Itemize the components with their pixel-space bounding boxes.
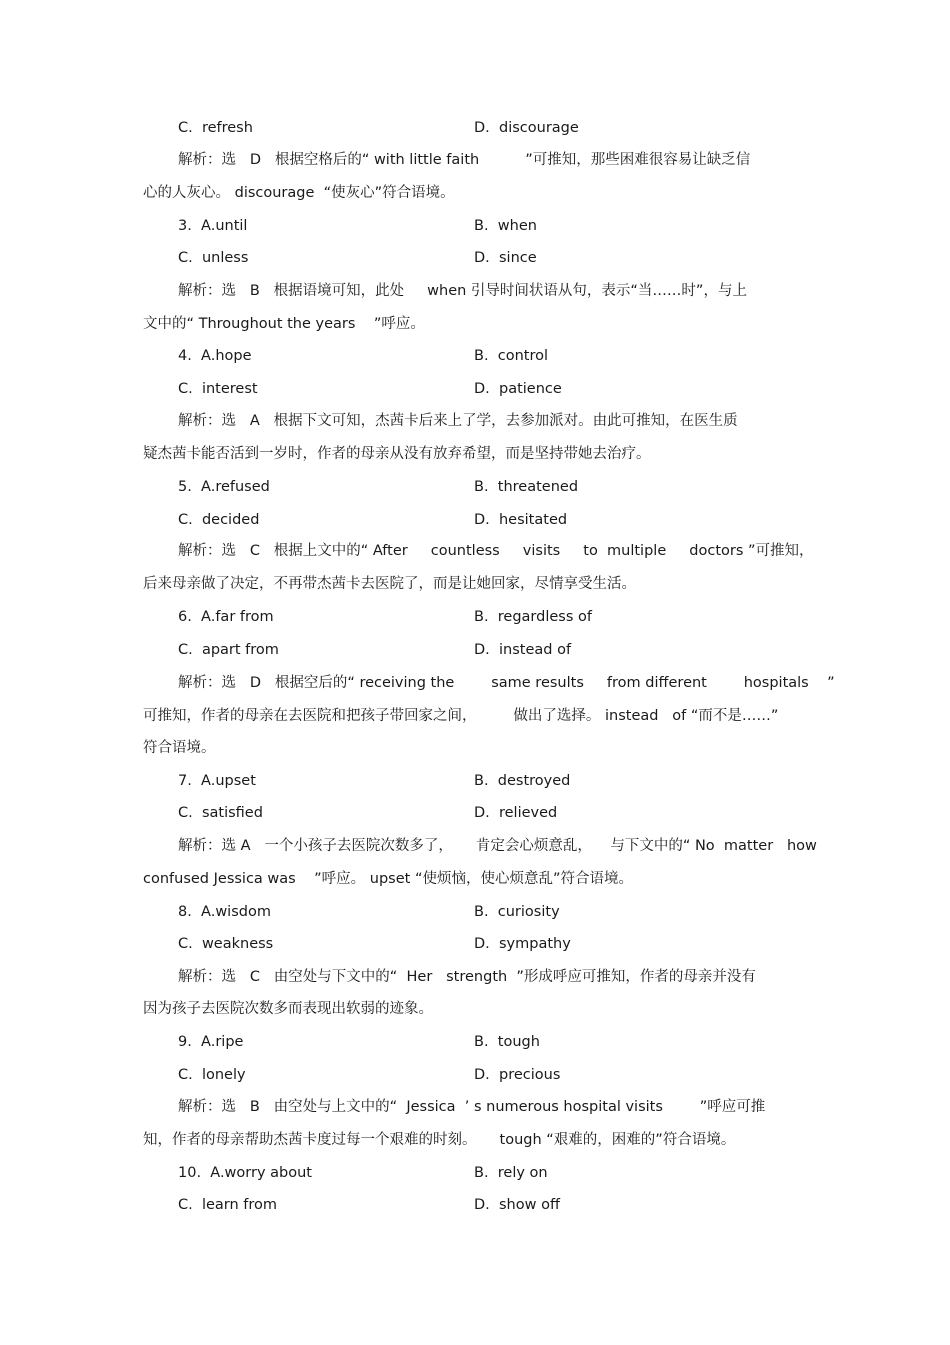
- question-7-option-c: C. satisfied: [178, 805, 263, 821]
- question-3-option-a: 3. A.until: [178, 218, 248, 234]
- explanation-continuation: 文中的“ Throughout the years ”呼应。: [143, 316, 425, 332]
- question-8-option-a: 8. A.wisdom: [178, 904, 271, 920]
- explanation-continuation: 因为孩子去医院次数多而表现出软弱的迹象。: [143, 1001, 433, 1017]
- question-3-option-d: D. since: [474, 250, 537, 266]
- explanation-line: 解析：选 C 根据上文中的“ After countless visits to multiple doctors ”可推知，: [178, 543, 814, 559]
- question-10-option-a: 10. A.worry about: [178, 1165, 312, 1181]
- question-6-option-d: D. instead of: [474, 642, 572, 658]
- question-9-option-a: 9. A.ripe: [178, 1034, 244, 1050]
- question-4-option-b: B. control: [474, 348, 549, 364]
- question-8-option-d: D. sympathy: [474, 936, 571, 952]
- question-6-option-b: B. regardless of: [474, 609, 592, 625]
- explanation-continuation: 心的人灰心。 discourage “使灰心”符合语境。: [143, 185, 455, 201]
- explanation-continuation: 符合语境。: [143, 740, 216, 756]
- question-3-option-c: C. unless: [178, 250, 249, 266]
- question-10-option-d: D. show off: [474, 1197, 560, 1213]
- question-10-option-c: C. learn from: [178, 1197, 278, 1213]
- question-3-option-b: B. when: [474, 218, 537, 234]
- question-4-option-d: D. patience: [474, 381, 562, 397]
- question-10-option-b: B. rely on: [474, 1165, 548, 1181]
- question-7-option-a: 7. A.upset: [178, 773, 256, 789]
- option-c: C. refresh: [178, 120, 253, 136]
- question-4-option-c: C. interest: [178, 381, 258, 397]
- explanation-line: 解析：选 D 根据空格后的“ with little faith ”可推知，那些困难很容易让缺乏信: [178, 152, 751, 168]
- question-8-option-c: C. weakness: [178, 936, 274, 952]
- question-7-option-b: B. destroyed: [474, 773, 571, 789]
- explanation-line: 解析：选 B 由空处与上文中的“ Jessica ’ s numerous hospital visits ”呼应可推: [178, 1099, 766, 1115]
- explanation-continuation: confused Jessica was ”呼应。 upset “使烦恼，使心烦意乱”符合语境。: [143, 871, 633, 887]
- question-9-option-c: C. lonely: [178, 1067, 246, 1083]
- question-9-option-d: D. precious: [474, 1067, 561, 1083]
- question-5-option-c: C. decided: [178, 512, 260, 528]
- explanation-line: 解析：选 D 根据空后的“ receiving the same results from different hospitals ”: [178, 675, 835, 691]
- question-6-option-a: 6. A.far from: [178, 609, 274, 625]
- question-6-option-c: C. apart from: [178, 642, 279, 658]
- explanation-continuation: 可推知，作者的母亲在去医院和把孩子带回家之间， 做出了选择。 instead of “而不是……”: [143, 708, 779, 724]
- question-9-option-b: B. tough: [474, 1034, 540, 1050]
- question-4-option-a: 4. A.hope: [178, 348, 252, 364]
- explanation-continuation: 后来母亲做了决定，不再带杰茜卡去医院了，而是让她回家，尽情享受生活。: [143, 576, 636, 592]
- explanation-line: 解析：选 B 根据语境可知，此处 when 引导时间状语从句，表示“当……时”，与上: [178, 283, 747, 299]
- question-5-option-d: D. hesitated: [474, 512, 568, 528]
- question-5-option-a: 5. A.refused: [178, 479, 270, 495]
- explanation-continuation: 知，作者的母亲帮助杰茜卡度过每一个艰难的时刻。 tough “艰难的，困难的”符合语境。: [143, 1132, 736, 1148]
- option-d: D. discourage: [474, 120, 579, 136]
- question-7-option-d: D. relieved: [474, 805, 558, 821]
- explanation-line: 解析：选 A 根据下文可知，杰茜卡后来上了学，去参加派对。由此可推知，在医生质: [178, 413, 738, 429]
- explanation-line: 解析：选 C 由空处与下文中的“ Her strength ”形成呼应可推知，作者的母亲并没有: [178, 969, 756, 985]
- explanation-continuation: 疑杰茜卡能否活到一岁时，作者的母亲从没有放弃希望，而是坚持带她去治疗。: [143, 446, 651, 462]
- question-5-option-b: B. threatened: [474, 479, 579, 495]
- explanation-line: 解析：选 A 一个小孩子去医院次数多了， 肯定会心烦意乱， 与下文中的“ No matter how: [178, 838, 817, 854]
- question-8-option-b: B. curiosity: [474, 904, 560, 920]
